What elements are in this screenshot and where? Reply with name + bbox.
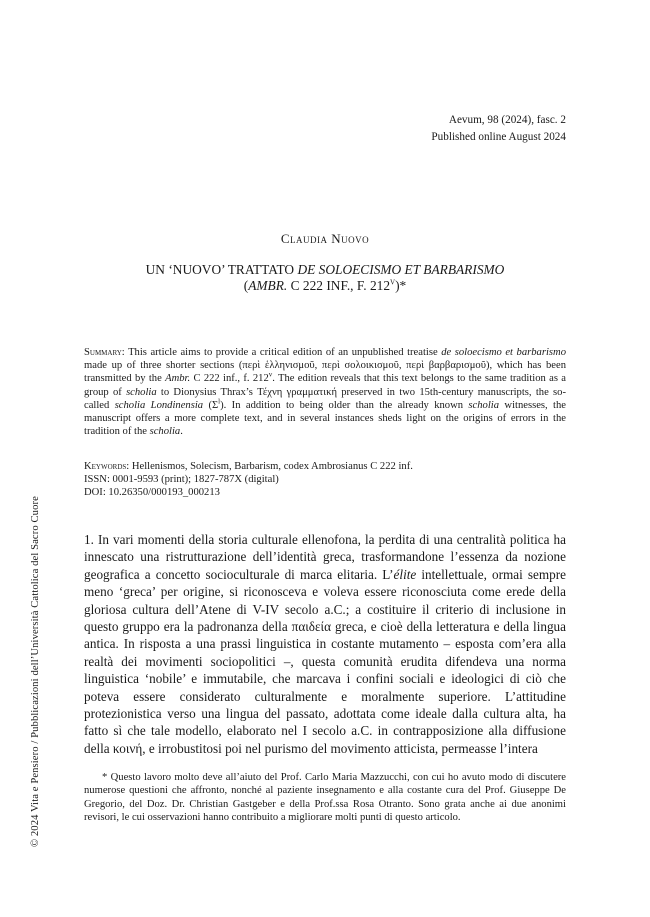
summary-text: to Dionysius Thrax’s Τέχνη γραμματική preserved in two 15th-century manuscripts, the so-called bbox=[84, 386, 566, 411]
article-metadata bbox=[84, 460, 566, 500]
summary-text: This article aims to provide a critical edition of an unpublished treatise bbox=[124, 347, 442, 358]
body-italic: élite bbox=[393, 566, 417, 582]
paragraph-1 bbox=[84, 531, 566, 757]
copyright-sidebar: © 2024 Vita e Pensiero / Pubblicazioni dell’Università Cattolica del Sacro Cuore bbox=[30, 496, 41, 847]
title-shelfmark: C 222 INF., F. 212 bbox=[287, 278, 391, 293]
footnote bbox=[84, 771, 566, 825]
summary-text: C 222 inf., f. 212 bbox=[190, 373, 269, 385]
title-ambr: AMBR. bbox=[248, 278, 288, 293]
title-line-2 bbox=[84, 278, 566, 294]
summary-italic: de soloecismo et barbarismo bbox=[441, 347, 566, 358]
summary-text: ). In addition to being older than the already known bbox=[220, 399, 469, 411]
body-text: 1. In vari momenti della storia culturale ellenofona, la perdita di una centralità politica ha innescato una ristrutturazione dell’identità greca, trasformandone l’essenza da nozione geografica a concetto socioculturale di marca elitaria. L’ bbox=[84, 532, 566, 582]
publication-date: Published online August 2024 bbox=[431, 130, 566, 143]
summary-text: . The edition reveals that this text belongs to the same tradition as a group of bbox=[84, 373, 566, 398]
title-paren-open: ( bbox=[243, 278, 249, 293]
article-title bbox=[84, 262, 566, 294]
summary-text: made up of three shorter sections (περὶ ἑλληνισμοῦ, περὶ σολοικισμοῦ, περὶ βαρβαρισμοῦ), which has been transmitted by the bbox=[84, 360, 566, 385]
summary-italic: Ambr. bbox=[165, 373, 191, 385]
summary-italic: scholia bbox=[149, 426, 181, 438]
summary-italic: scholia bbox=[126, 386, 157, 398]
title-line-1 bbox=[84, 262, 566, 278]
doi: DOI: 10.26350/000193_000213 bbox=[84, 487, 220, 499]
keywords-list: Hellenismos, Solecism, Barbarism, codex Ambrosianus C 222 inf. bbox=[129, 461, 413, 472]
summary-text: witnesses, the manuscript offers a more complete text, and in several instances sheds light on the origins of errors in the tradition of the bbox=[84, 399, 566, 438]
summary-label: Summary: bbox=[84, 347, 125, 358]
summary-sup: l bbox=[218, 397, 221, 406]
body-paragraph bbox=[84, 531, 566, 757]
summary-abstract bbox=[84, 346, 566, 438]
summary-italic: scholia Londinensia bbox=[114, 399, 204, 411]
journal-issue: Aevum, 98 (2024), fasc. 2 bbox=[448, 114, 566, 126]
title-verso-sup: V bbox=[390, 278, 396, 287]
keywords bbox=[84, 460, 566, 473]
keywords-label: Keywords: bbox=[84, 461, 130, 472]
summary-text: (Σ bbox=[203, 399, 219, 411]
body-text: intellettuale, ormai sempre meno ‘greca’ per origine, si riconosceva e voleva essere riconosciuta come erede della gloriosa cultura dell’Atene di V-IV secolo a.C.; a costituire il criterio di inclusione in questo gruppo era la padronanza della παιδεία greca, e cioè della letteratura e della lingua antica. In risposta a una prassi linguistica in costante mutamento – esposta com’era alla realtà dei movimenti sociopolitici –, questa comunità erudita difendeva una norma linguistica ‘nobile’ e immutabile, che marcava i confini sociali e ideologici di ciò che poteva essere considerato culturalmente e moralmente superiore. L’attitudine protezionistica verso una lingua del passato, adottata come ideale dalla cultura alta, ha fatto sì che tale modello, elaborato nel I secolo a.C. in contrapposizione alla diffusione della κοινή, e irrobustitosi poi nel purismo del movimento atticista, permeasse l’intera bbox=[84, 566, 566, 756]
title-text: UN ‘NUOVO’ TRATTATO bbox=[145, 262, 298, 277]
summary-italic: scholia bbox=[468, 399, 500, 411]
journal-header bbox=[431, 112, 566, 145]
footnote-text: * Questo lavoro molto deve all’aiuto del Prof. Carlo Maria Mazzucchi, con cui ho avuto modo di discutere numerose questioni che affronto, nonché al paziente insegnamento e alla costante cura del Prof. Giuseppe De Gregorio, del Doz. Dr. Christian Gastgeber e della Prof.ssa Rosa Otranto. Sono grata anche ai due anonimi revisori, le cui osservazioni hanno contribuito a migliorare molti punti di questo articolo. bbox=[84, 772, 566, 824]
author-name: Claudia Nuovo bbox=[280, 231, 370, 246]
summary-sup: v bbox=[268, 370, 273, 379]
summary-text: . bbox=[180, 426, 183, 438]
title-paren-close: )* bbox=[395, 278, 407, 293]
issn: ISSN: 0001-9593 (print); 1827-787X (digital) bbox=[84, 474, 279, 486]
title-italic-text: DE SOLOECISMO ET BARBARISMO bbox=[297, 262, 505, 277]
